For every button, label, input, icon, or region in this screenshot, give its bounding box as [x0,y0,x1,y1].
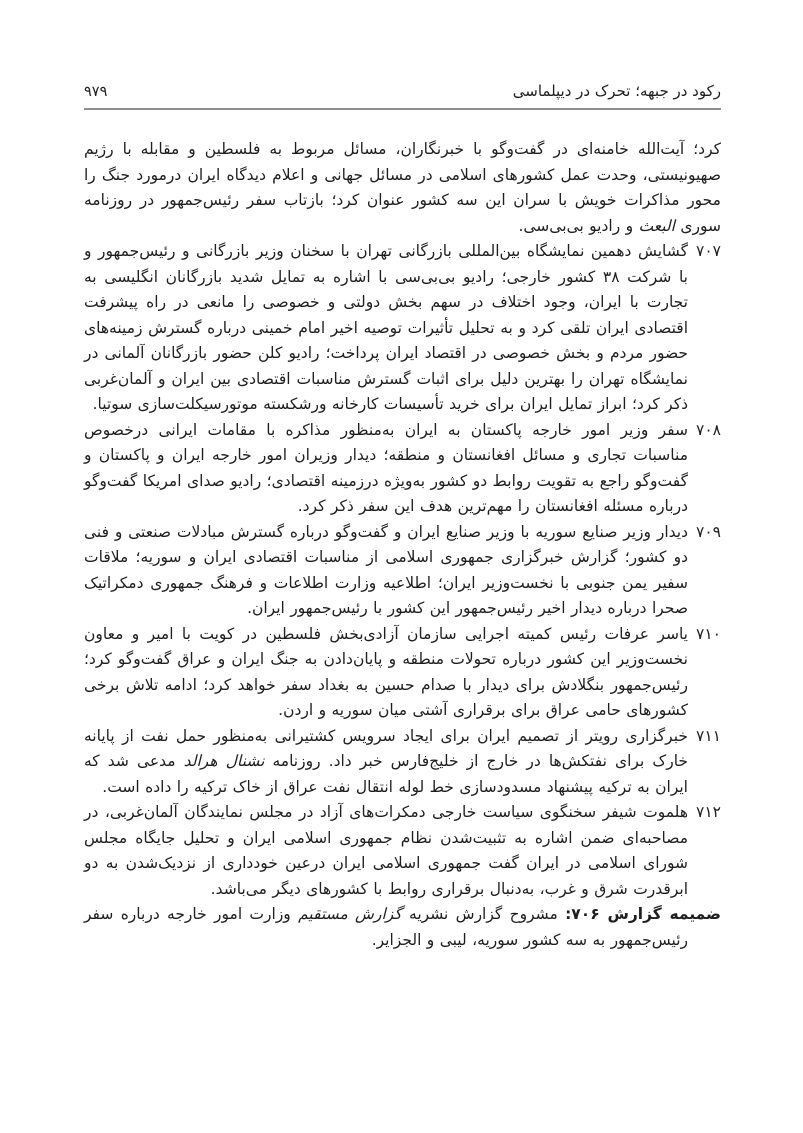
running-header [84,82,721,108]
publication-name: البعث [638,216,675,235]
entry-number: ۷۱۰ [696,624,721,643]
entry-number: ۷۱۲ [696,803,721,821]
entry-text: وزارت امور خارجه درباره سفر رئیس‌جمهور به سه کشور سوریه، لیبی و الجزایر. [84,905,688,949]
continuation-paragraph [84,137,721,239]
page-content [84,82,721,953]
chronology-entry [84,520,721,622]
chronology-entry [84,622,721,724]
publication-name: گزارش مستقیم [298,905,402,923]
entry-text: کرد؛ آیت‌الله خامنه‌ای در گفت‌وگو با خبرنگاران، مسائل مربوط به فلسطین و مقابله با رژیم صهیونیستی، وحدت عمل کشورهای اسلامی در مسائل جهانی و اعلام دیدگاه ایران درمورد جنگ را محور مذاکرات خویش با سران این سه کشور عنوان کرد؛ بازتاب سفر رئیس‌جمهور در روزنامه سوری [84,140,721,235]
entries-list [84,137,721,953]
page-number: ۹۷۹ [84,84,108,100]
entry-text: گشایش دهمین نمایشگاه بین‌المللی بازرگانی تهران با سخنان وزیر بازرگانی و رئیس‌جمهور و با شرکت ۳۸ کشور خارجی؛ رادیو بی‌بی‌سی با اشاره به تمایل شدید بازرگانان انگلیسی به تجارت با ایران، وجود اختلاف در سهم بخش دولتی و خصوصی را مانعی در راه پیشرفت اقتصادی ایران تلقی کرد و به تحلیل تأثیرات توصیه اخیر امام خمینی درباره گسترش زمینه‌های حضور مردم و بخش خصوصی در اقتصاد ایران پرداخت؛ رادیو کلن حضور بازرگانان آلمانی در نمایشگاه تهران را بهترین دلیل برای اثبات گسترش مناسبات اقتصادی بین ایران و آلمان‌غربی ذکر کرد؛ ابراز تمایل ایران برای خرید تأسیسات کارخانه ورشکسته موتورسیکلت‌سازی سوتیا. [84,242,689,413]
entry-text: دیدار وزیر صنایع سوریه با وزیر صنایع ایران و گفت‌وگو درباره گسترش مبادلات صنعتی و فنی دو کشور؛ گزارش خبرگزاری جمهوری اسلامی از مناسبات اقتصادی ایران و سوریه؛ ملاقات سفیر یمن جنوبی با نخست‌وزیر ایران؛ اطلاعیه وزارت اطلاعات و فرهنگ جمهوری دمکراتیک صحرا درباره دیدار اخیر رئیس‌جمهور این کشور با رئیس‌جمهور ایران. [84,522,688,617]
appendix-entry [84,902,721,953]
appendix-label: ضمیمه گزارش ۷۰۶: [565,905,722,923]
entry-text: و رادیو بی‌بی‌سی. [518,216,639,235]
entry-text: سفر وزیر امور خارجه پاکستان به ایران به‌منظور مذاکره با مقامات ایرانی درخصوص مناسبات تجاری و مسائل افغانستان و منطقه؛ دیدار وزیران امور خارجه ایران و پاکستان و گفت‌وگو راجع به تقویت روابط دو کشور به‌ویژه درزمینه اقتصادی؛ رادیو صدای امریکا گفت‌وگو درباره مسئله افغانستان را مهم‌ترین هدف این سفر ذکر کرد. [84,420,688,515]
chapter-title: رکود در جبهه؛ تحرک در دیپلماسی [512,82,721,100]
chronology-entry [84,724,721,801]
entry-number: ۷۰۹ [696,522,721,541]
entry-text: خبرگزاری رویتر از تصمیم ایران برای ایجاد سرویس کشتیرانی به‌منظور حمل نفت از پایانه خارک برای نفتکش‌ها در خارج از خلیج‌فارس خبر داد. روزنامه [84,726,688,770]
entry-text: هلموت شیفر سخنگوی سیاست خارجی دمکرات‌های آزاد در مجلس نمایندگان آلمان‌غربی، در مصاحبه‌ای ضمن اشاره به تثبیت‌شدن نظام جمهوری اسلامی ایران و تحلیل جایگاه مجلس شورای اسلامی در ایران گفت جمهوری اسلامی ایران درعین خودداری از نزدیک‌شدن به دو ابرقدرت شرق و غرب، به‌دنبال برقراری روابط با کشورهای دیگر می‌باشد. [84,803,688,898]
entry-number: ۷۱۱ [696,726,721,745]
entry-text: مشروح گزارش نشریه [401,905,566,923]
header-rule [84,108,721,110]
publication-name: نشنال هرالد [183,752,265,770]
chronology-entry [84,418,721,520]
entry-text: مدعی شد که ایران به ترکیه پیشنهاد مسدودسازی خط لوله انتقال نفت عراق از خاک ترکیه را داده است. [84,752,688,796]
entry-text: یاسر عرفات رئیس کمیته اجرایی سازمان آزادی‌بخش فلسطین در کویت با امیر و معاون نخست‌وزیر این کشور درباره تحولات منطقه و پایان‌دادن به جنگ ایران و عراق گفت‌وگو کرد؛ رئیس‌جمهور بنگلادش برای دیدار با صدام حسین به بغداد سفر خواهد کرد؛ ادامه تلاش برخی کشورهای حامی عراق برای برقراری آشتی میان سوریه و اردن. [84,624,688,719]
chronology-entry [84,239,721,418]
entry-number: ۷۰۷ [696,242,721,260]
chronology-entry [84,800,721,902]
entry-number: ۷۰۸ [696,420,721,439]
